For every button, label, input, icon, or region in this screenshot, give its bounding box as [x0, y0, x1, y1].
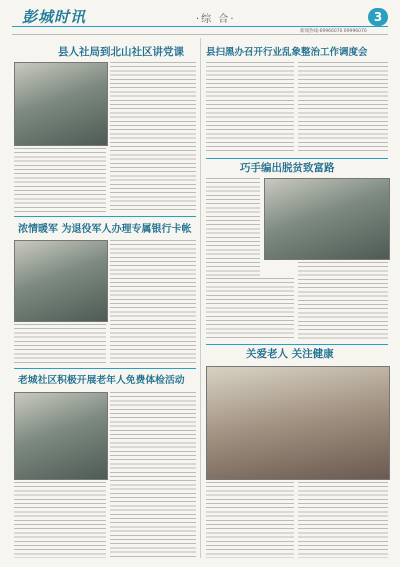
article-body-checkup-1 — [110, 392, 196, 558]
article-body-party-lecture-cont — [14, 148, 106, 212]
article-body-checkup-2 — [14, 482, 106, 558]
article-body-anti-crime-2 — [298, 62, 388, 154]
section-label: ·综 合· — [196, 14, 236, 25]
masthead-rule — [12, 26, 388, 27]
article-body-elderly-care-2 — [298, 482, 388, 558]
article-body-weaving-3 — [298, 262, 388, 340]
photo-party-lecture — [14, 62, 108, 146]
article-body-party-lecture — [110, 62, 196, 212]
date-line: 新闻热线:69966070 69996070 — [300, 29, 367, 34]
article-body-weaving-1 — [206, 178, 260, 276]
article-body-anti-crime-1 — [206, 62, 294, 154]
photo-veteran-bank-card — [14, 240, 108, 322]
photo-weaving — [264, 178, 390, 260]
headline-weaving: 巧手编出脱贫致富路 — [240, 162, 335, 174]
photo-elderly-care — [206, 366, 390, 480]
headline-veteran-bank-card: 浓情暖军 为退役军人办理专属银行卡帐 — [18, 224, 192, 235]
headline-elderly-care: 关爱老人 关注健康 — [246, 348, 334, 360]
article-body-elderly-care-1 — [206, 482, 294, 558]
separator — [14, 216, 196, 217]
article-body-weaving-2 — [206, 278, 294, 340]
column-divider — [200, 38, 201, 558]
article-body-veteran-1 — [110, 240, 196, 364]
headline-free-checkup: 老城社区积极开展老年人免费体检活动 — [18, 375, 185, 386]
headline-party-lecture: 县人社局到北山社区讲党课 — [58, 46, 184, 58]
article-body-veteran-2 — [14, 324, 106, 364]
masthead-subrule — [12, 34, 388, 35]
separator — [206, 344, 388, 345]
masthead-title: 彭城时讯 — [22, 8, 87, 26]
page-number-badge: 3 — [368, 8, 388, 26]
separator — [206, 158, 388, 159]
headline-anti-crime-meeting: 县扫黑办召开行业乱象整治工作调度会 — [206, 47, 368, 58]
photo-free-checkup — [14, 392, 108, 480]
separator — [14, 368, 196, 369]
